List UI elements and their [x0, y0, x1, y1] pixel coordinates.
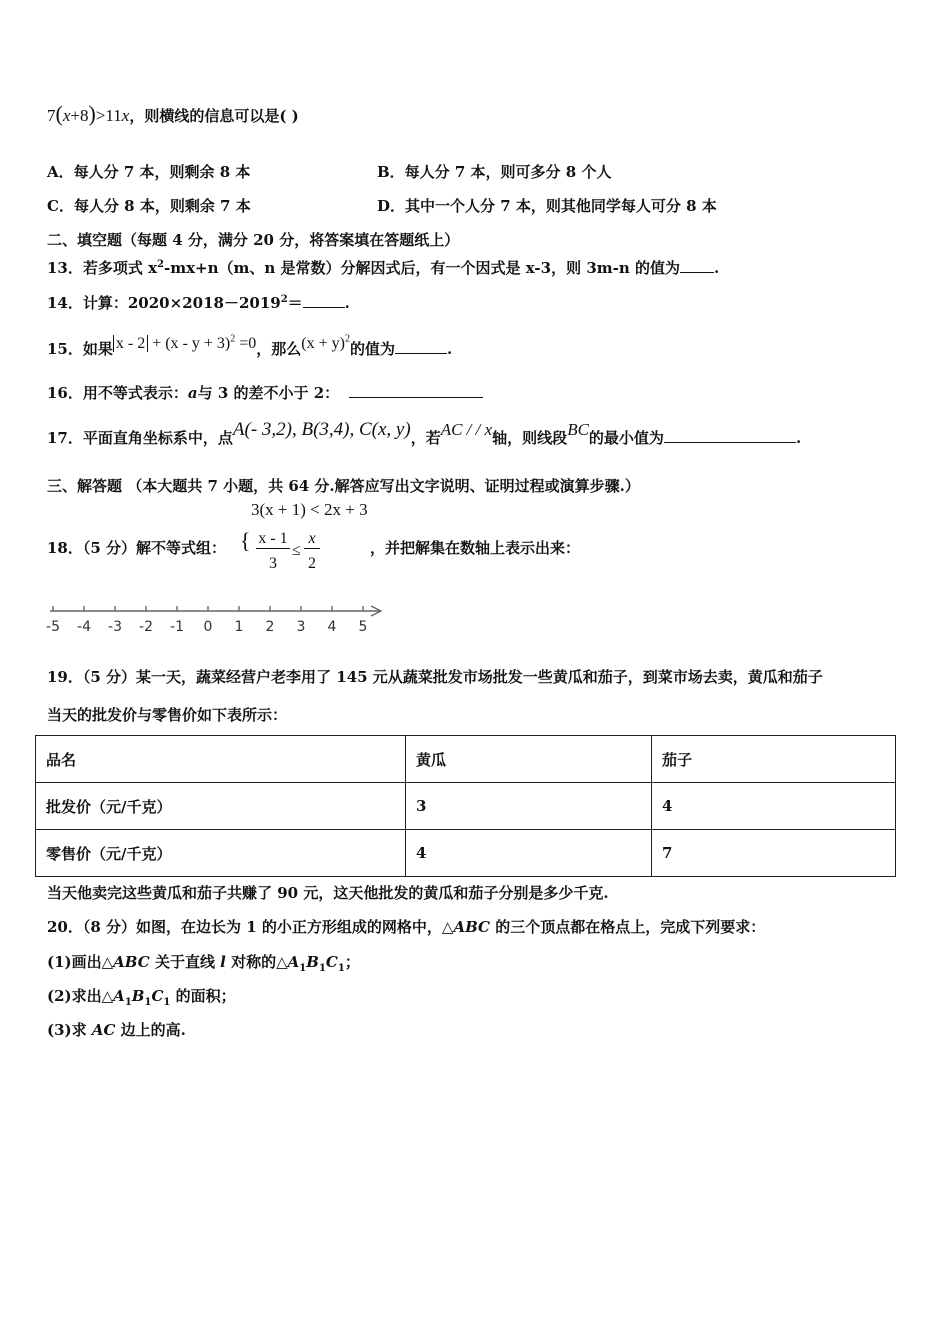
question-13: 13．若多项式 $x^2-mx+n(m$、n 是常数）分解因式后，有一个因式是 x-3，则 3m-n 的值为 .	[47, 259, 720, 277]
q16-answer-blank[interactable]	[349, 383, 483, 398]
q12-tail: ，则横线的信息可以是( )	[129, 107, 299, 125]
question-19-line-1: 19．（5 分）某一天，蔬菜经营户老李用了 145 元从蔬菜批发市场批发一些黄瓜和茄子，到菜市场去卖，黄瓜和茄子	[47, 668, 823, 686]
price-table	[35, 735, 896, 877]
q18-frac1-denominator: 3	[269, 555, 277, 572]
number-line-tick-label: 1	[234, 619, 244, 635]
table-header-cell: 品名	[36, 736, 406, 783]
q13-answer-blank[interactable]	[680, 258, 714, 273]
table-header-row	[36, 736, 896, 783]
number-line-tick-label: -1	[170, 619, 184, 635]
q15-equation: $x - 2 + (x - y + 3)^2 =0$	[113, 335, 256, 352]
q17-segment: BC	[567, 420, 589, 439]
table-cell: 3	[406, 783, 652, 830]
question-20-part-3: (3)求 AC 边上的高.	[47, 1021, 186, 1039]
q18-instruction: ，并把解集在数轴上表示出来：	[370, 539, 581, 557]
q18-frac2-denominator: 2	[308, 555, 316, 572]
q12-expr: 7(x+8)>11x	[47, 101, 130, 126]
question-17: 17．平面直角坐标系中，点A(- 3,2), B(3,4), C(x, y)，若AC / / x轴，则线段BC的最小值为 .	[47, 419, 802, 447]
table-cell: 零售价（元/千克）	[36, 830, 406, 877]
question-19-after: 当天他卖完这些黄瓜和茄子共赚了 90 元，这天他批发的黄瓜和茄子分别是多少千克.	[47, 884, 609, 902]
table-header-cell: 黄瓜	[406, 736, 652, 783]
table-header-cell: 茄子	[652, 736, 896, 783]
q18-brace: {	[240, 528, 251, 553]
q17-condition: AC / / x	[440, 420, 493, 439]
table-cell: 批发价（元/千克）	[36, 783, 406, 830]
q17-points: A(- 3,2), B(3,4), C(x, y)	[232, 419, 411, 440]
q15-expression: $(x + y)^2$	[301, 334, 350, 353]
q14-answer-blank[interactable]	[303, 293, 345, 308]
number-line-tick-label: -3	[108, 619, 122, 635]
number-line-tick-label: 4	[327, 619, 337, 635]
number-line-tick-label: 0	[203, 619, 213, 635]
section-2-title: 二、填空题（每题 4 分，满分 20 分，将答案填在答题纸上）	[47, 231, 460, 249]
q12-option-b: B．每人分 7 本，则可多分 8 个人	[377, 163, 612, 181]
question-19-line-2: 当天的批发价与零售价如下表所示：	[47, 706, 288, 724]
q12-inequality-line	[47, 101, 299, 126]
number-line-tick-label: -4	[77, 619, 91, 635]
q18-inequality-1: 3(x + 1) < 2x + 3	[251, 500, 368, 519]
q15-answer-blank[interactable]	[395, 339, 447, 354]
question-14: 14．计算：$2020\times 2018-2019^2=$ .	[47, 294, 350, 312]
q12-option-d: D．其中一个人分 7 本，则其他同学每人可分 8 本	[377, 197, 717, 215]
number-line-tick-label: 2	[265, 619, 275, 635]
section-3-title: 三、解答题 （本大题共 7 小题，共 64 分.解答应写出文字说明、证明过程或演算步骤.）	[47, 477, 640, 495]
question-20: 20．（8 分）如图，在边长为 1 的小正方形组成的网格中，△ABC 的三个顶点都在格点上，完成下列要求：	[47, 918, 766, 936]
question-15: 15．如果 $x - 2 + (x - y + 3)^2 =0$，那么$(x + y)^2$的值为 .	[47, 334, 453, 359]
q17-answer-blank[interactable]	[664, 428, 796, 443]
table-cell: 4	[406, 830, 652, 877]
number-line-tick-label: 3	[296, 619, 306, 635]
question-18-prompt: 18．（5 分）解不等式组：	[47, 539, 227, 557]
number-line	[44, 600, 389, 642]
table-cell: 7	[652, 830, 896, 877]
q12-option-a: A．每人分 7 本，则剩余 8 本	[47, 163, 251, 181]
table-row	[36, 830, 896, 877]
question-20-part-2: (2)求出$\triangle A_1B_1C_1$ 的面积；	[47, 987, 236, 1008]
table-cell: 4	[652, 783, 896, 830]
question-20-part-1: (1)画出△ABC 关于直线 l 对称的$\triangle A_1B_1C_1$；	[47, 953, 360, 974]
q18-frac2-numerator: x	[304, 530, 320, 549]
question-16: 16．用不等式表示：a与 3 的差不小于 2：	[47, 383, 483, 403]
table-row	[36, 783, 896, 830]
number-line-tick-label: -5	[46, 619, 60, 635]
q18-frac1-numerator: x - 1	[256, 530, 290, 549]
number-line-tick-label: -2	[139, 619, 153, 635]
q18-le: ≤	[292, 542, 301, 559]
number-line-tick-label: 5	[358, 619, 368, 635]
q12-option-c: C．每人分 8 本，则剩余 7 本	[47, 197, 251, 215]
